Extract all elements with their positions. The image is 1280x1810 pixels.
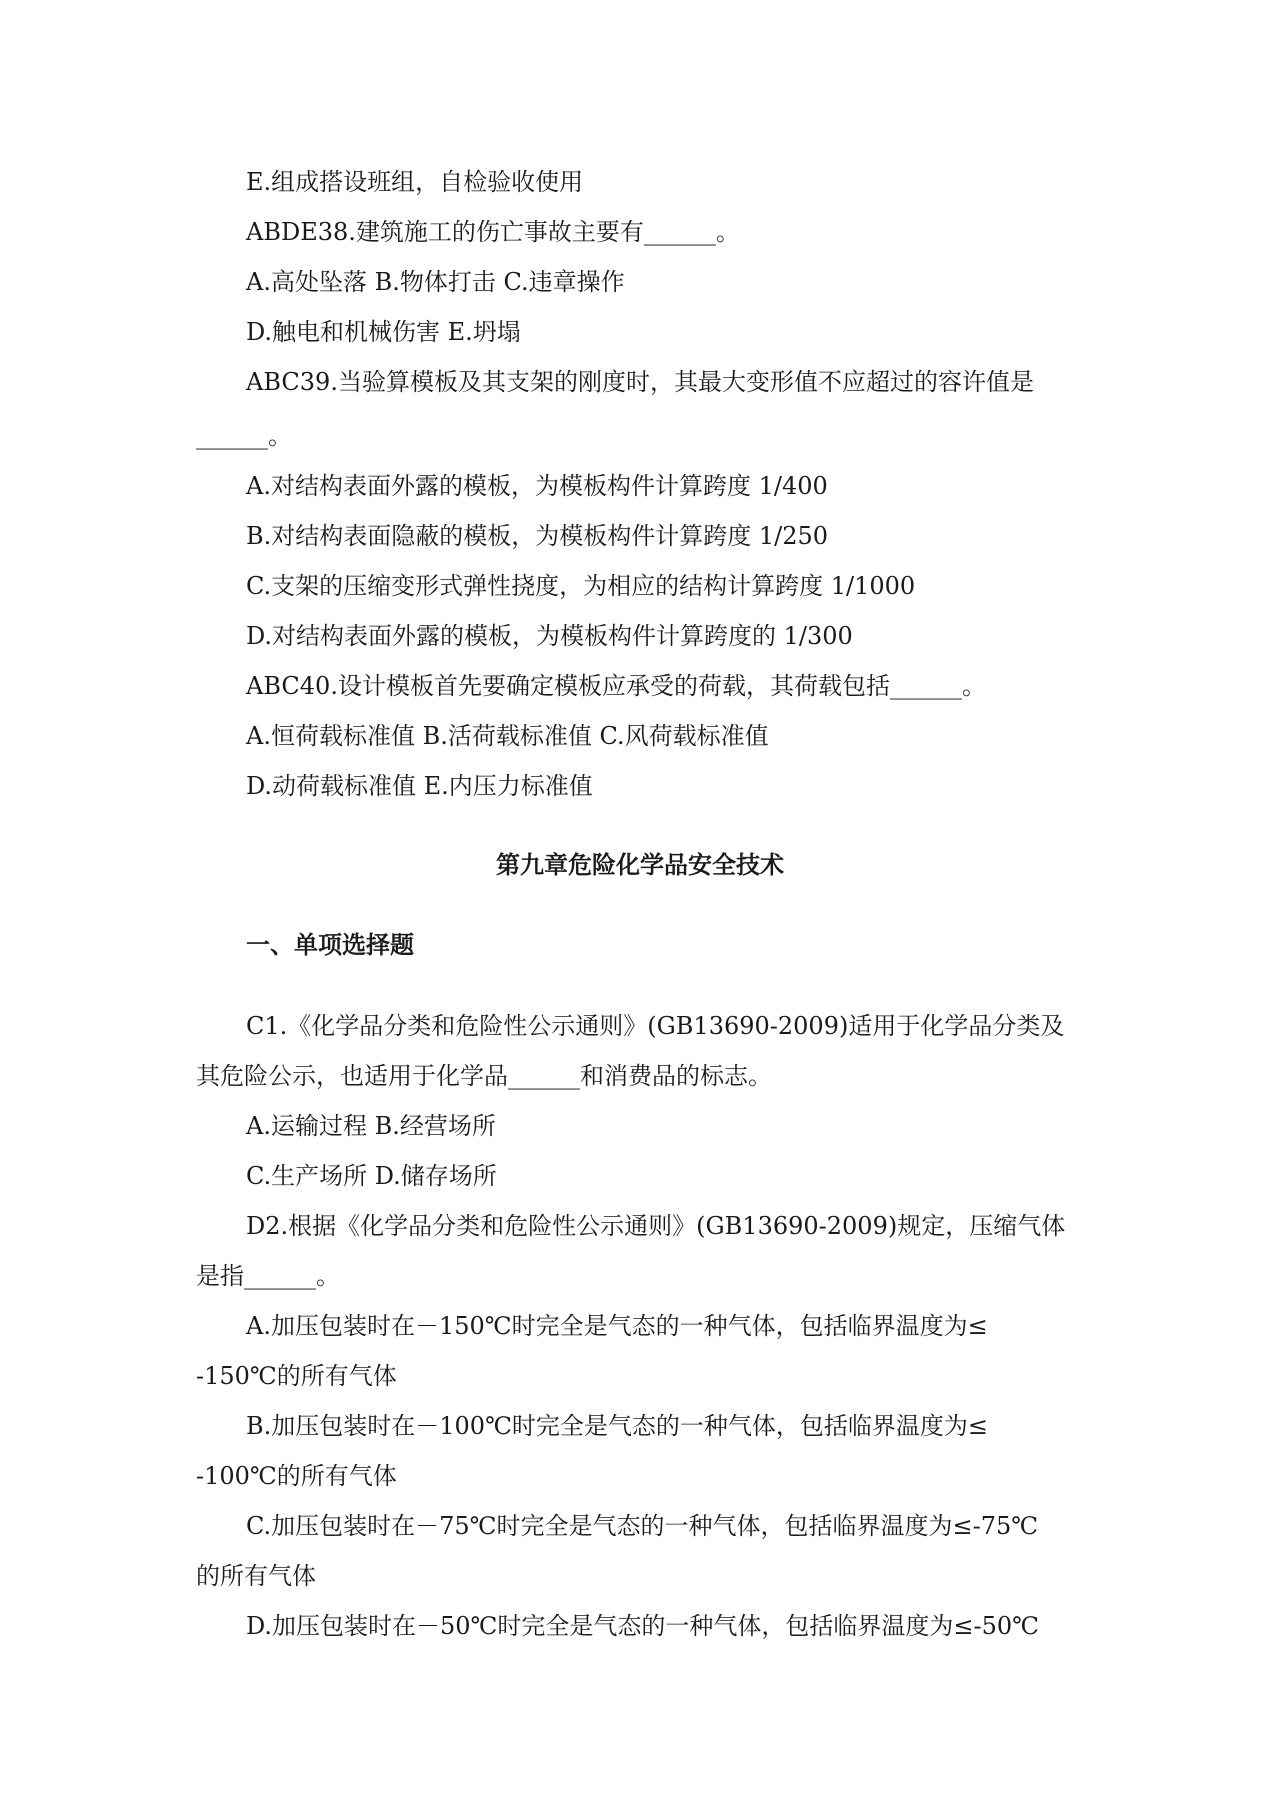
option-line: D.动荷载标准值 E.内压力标准值 bbox=[246, 772, 593, 800]
question-38: ABDE38.建筑施工的伤亡事故主要有______。 bbox=[246, 218, 740, 246]
option-line: B.加压包装时在－100℃时完全是气态的一种气体，包括临界温度为≤ bbox=[246, 1412, 989, 1440]
question-39: ABC39.当验算模板及其支架的刚度时，其最大变形值不应超过的容许值是 bbox=[246, 368, 1034, 396]
option-line: D.加压包装时在－50℃时完全是气态的一种气体，包括临界温度为≤-50℃ bbox=[246, 1612, 1040, 1640]
option-line: C.支架的压缩变形式弹性挠度，为相应的结构计算跨度 1/1000 bbox=[246, 572, 916, 600]
section-title: 一、单项选择题 bbox=[246, 931, 414, 959]
option-line: A.加压包装时在－150℃时完全是气态的一种气体，包括临界温度为≤ bbox=[246, 1312, 988, 1340]
question-c1: C1.《化学品分类和危险性公示通则》(GB13690-2009)适用于化学品分类及 bbox=[246, 1012, 1065, 1040]
option-line: A.高处坠落 B.物体打击 C.违章操作 bbox=[246, 268, 625, 296]
option-line: A.恒荷载标准值 B.活荷载标准值 C.风荷载标准值 bbox=[246, 722, 769, 750]
option-line: A.运输过程 B.经营场所 bbox=[246, 1112, 496, 1140]
question-39-blank: ______。 bbox=[196, 422, 292, 450]
option-line: C.生产场所 D.储存场所 bbox=[246, 1162, 497, 1190]
option-line: E.组成搭设班组，自检验收使用 bbox=[246, 168, 584, 196]
question-c1-cont: 其危险公示，也适用于化学品______和消费品的标志。 bbox=[196, 1062, 772, 1090]
question-d2: D2.根据《化学品分类和危险性公示通则》(GB13690-2009)规定，压缩气体 bbox=[246, 1212, 1066, 1240]
option-line-cont: -100℃的所有气体 bbox=[196, 1462, 397, 1490]
option-line: B.对结构表面隐蔽的模板，为模板构件计算跨度 1/250 bbox=[246, 522, 829, 550]
option-line: C.加压包装时在－75℃时完全是气态的一种气体，包括临界温度为≤-75℃ bbox=[246, 1512, 1039, 1540]
option-line-cont: -150℃的所有气体 bbox=[196, 1362, 397, 1390]
option-line-cont: 的所有气体 bbox=[196, 1562, 316, 1590]
option-line: D.对结构表面外露的模板，为模板构件计算跨度的 1/300 bbox=[246, 622, 853, 650]
option-line: A.对结构表面外露的模板，为模板构件计算跨度 1/400 bbox=[246, 472, 828, 500]
question-d2-cont: 是指______。 bbox=[196, 1262, 340, 1290]
question-40: ABC40.设计模板首先要确定模板应承受的荷载，其荷载包括______。 bbox=[246, 672, 986, 700]
option-line: D.触电和机械伤害 E.坍塌 bbox=[246, 318, 521, 346]
chapter-title: 第九章危险化学品安全技术 bbox=[496, 851, 784, 879]
